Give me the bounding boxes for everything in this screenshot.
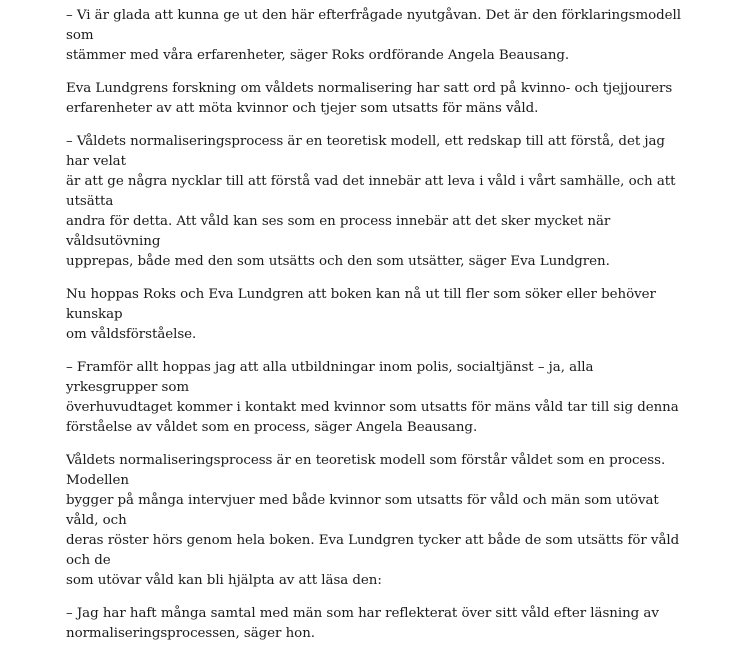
paragraph-quote-beausang-1: – Vi är glada att kunna ge ut den här efterfrågade nyutgåvan. Det är den förklaringsmodell som stämmer med våra erfarenheter, säger Roks ordförande Angela Beausang.: [66, 8, 681, 63]
paragraph-quote-lundgren-2: – Jag har haft många samtal med män som har reflekterat över sitt våld efter läsning av normaliseringsprocessen, säger hon.: [66, 606, 659, 641]
paragraph-research-intro: Eva Lundgrens forskning om våldets normalisering har satt ord på kvinno- och tjejjourers erfarenheter av att möta kvinnor och tjejer som utsatts för mäns våld.: [66, 81, 673, 116]
document-body: [66, 6, 686, 657]
paragraph-quote-lundgren-1: – Våldets normaliseringsprocess är en teoretisk modell, ett redskap till att förstå, det jag har velat är att ge några nycklar till att förstå vad det innebär att leva i våld i vårt samhälle, och att utsätta andra för detta. Att våld kan ses som en process innebär att det sker mycket när våldsutövning upprepas, både med den som utsätts och den som utsätter, säger Eva Lundgren.: [66, 134, 676, 269]
paragraph-quote-beausang-2: – Framför allt hoppas jag att alla utbildningar inom polis, socialtjänst – ja, alla yrkesgrupper som överhuvudtaget kommer i kontakt med kvinnor som utsatts för mäns våld tar till sig denna förståelse av våldet som en process, säger Angela Beausang.: [66, 360, 679, 435]
paragraph-model-description: Våldets normaliseringsprocess är en teoretisk modell som förstår våldet som en process. Modellen bygger på många intervjuer med både kvinnor som utsatts för våld och män som utövat våld, och deras röster hörs genom hela boken. Eva Lundgren tycker att både de som utsätts för våld och de som utövar våld kan bli hjälpta av att läsa den:: [66, 453, 680, 588]
paragraph-hope: Nu hoppas Roks och Eva Lundgren att boken kan nå ut till fler som söker eller behöver kunskap om våldsförståelse.: [66, 287, 656, 342]
